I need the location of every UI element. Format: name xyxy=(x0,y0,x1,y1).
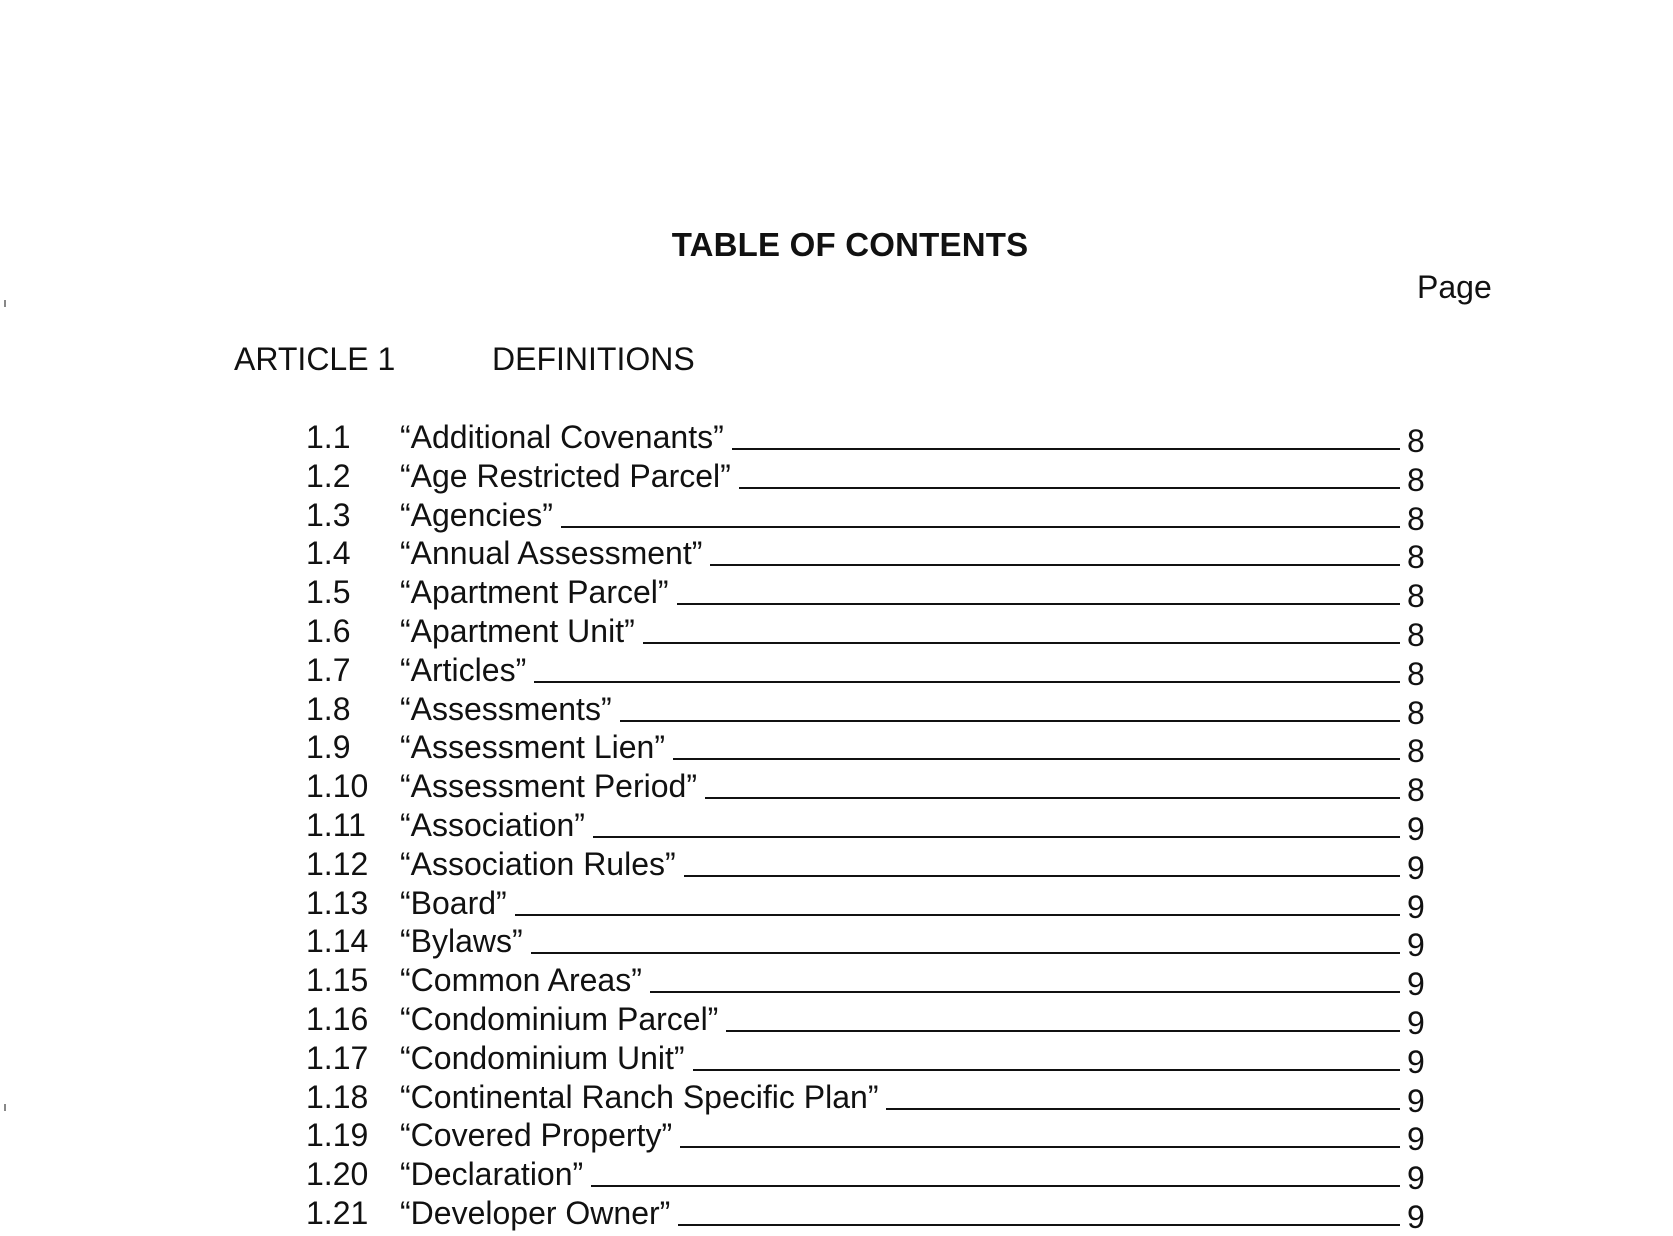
toc-entry-page: 9 xyxy=(1407,888,1425,925)
toc-entry xyxy=(0,651,1673,690)
toc-entry-line xyxy=(400,767,1400,805)
toc-entry-number: 1.8 xyxy=(306,690,351,727)
toc-entry-line xyxy=(400,961,1400,999)
toc-entry-list xyxy=(0,418,1673,1233)
toc-entry-line xyxy=(400,922,1400,960)
toc-leader-line xyxy=(886,1108,1400,1110)
toc-entry-number: 1.16 xyxy=(306,1000,369,1037)
toc-entry-label: “Apartment Parcel” xyxy=(400,574,669,611)
toc-entry-label: “Covered Property” xyxy=(400,1117,673,1154)
toc-leader-line xyxy=(534,681,1400,683)
toc-entry-line xyxy=(400,651,1400,689)
toc-entry-line xyxy=(400,806,1400,844)
toc-entry-number: 1.7 xyxy=(306,651,351,688)
toc-entry-number: 1.12 xyxy=(306,845,369,882)
toc-entry xyxy=(0,767,1673,809)
toc-entry xyxy=(0,845,1673,884)
toc-entry-page: 8 xyxy=(1407,733,1425,770)
toc-entry-label: “Assessments” xyxy=(400,690,612,727)
toc-entry-page: 9 xyxy=(1407,1198,1425,1235)
toc-leader-line xyxy=(680,1146,1400,1148)
toc-entry xyxy=(0,418,1673,457)
toc-entry xyxy=(0,573,1673,615)
toc-leader-line xyxy=(515,914,1400,916)
toc-entry-line xyxy=(400,1116,1400,1154)
toc-entry-page: 8 xyxy=(1407,500,1425,537)
toc-entry-label: “Assessment Lien” xyxy=(400,729,665,766)
toc-entry-label: “Association Rules” xyxy=(400,845,676,882)
toc-entry xyxy=(0,884,1673,923)
toc-entry-line xyxy=(400,728,1400,766)
toc-leader-line xyxy=(710,564,1400,566)
toc-entry xyxy=(0,457,1673,496)
toc-entry-line xyxy=(400,534,1400,572)
toc-entry-line xyxy=(400,612,1400,650)
toc-leader-line xyxy=(620,720,1400,722)
toc-entry-number: 1.2 xyxy=(306,457,351,494)
toc-entry xyxy=(0,961,1673,1003)
toc-entry xyxy=(0,922,1673,964)
toc-entry-label: “Declaration” xyxy=(400,1156,584,1193)
toc-entry-label: “Board” xyxy=(400,884,507,921)
toc-entry-label: “Articles” xyxy=(400,651,527,688)
toc-entry-number: 1.9 xyxy=(306,729,351,766)
toc-entry-label: “Apartment Unit” xyxy=(400,612,635,649)
toc-entry-number: 1.1 xyxy=(306,419,351,455)
toc-entry-number: 1.17 xyxy=(306,1039,369,1076)
margin-mark xyxy=(4,300,6,307)
toc-entry-line xyxy=(400,496,1400,534)
toc-entry-line xyxy=(400,1194,1400,1232)
toc-entry-page: 8 xyxy=(1407,655,1425,692)
toc-leader-line xyxy=(726,1030,1400,1032)
toc-entry xyxy=(0,690,1673,729)
toc-entry-label: “Association” xyxy=(400,806,585,843)
toc-entry-line xyxy=(400,1155,1400,1193)
toc-leader-line xyxy=(693,1069,1400,1071)
toc-entry xyxy=(0,806,1673,845)
toc-entry xyxy=(0,534,1673,576)
toc-leader-line xyxy=(561,526,1400,528)
toc-leader-line xyxy=(678,1224,1400,1226)
toc-entry xyxy=(0,728,1673,770)
page-column-label: Page xyxy=(1417,269,1492,305)
toc-entry-number: 1.6 xyxy=(306,612,351,649)
toc-entry xyxy=(0,496,1673,535)
toc-entry-page: 9 xyxy=(1407,810,1425,847)
toc-entry xyxy=(0,1116,1673,1158)
toc-entry-line xyxy=(400,1039,1400,1077)
toc-leader-line xyxy=(677,603,1400,605)
toc-entry-label: “Agencies” xyxy=(400,496,553,533)
toc-entry-label: “Annual Assessment” xyxy=(400,535,703,572)
toc-entry xyxy=(0,1039,1673,1078)
toc-entry-line xyxy=(400,690,1400,728)
toc-entry xyxy=(0,1078,1673,1117)
toc-entry-line xyxy=(400,418,1400,456)
toc-leader-line xyxy=(705,797,1400,799)
toc-entry-number: 1.20 xyxy=(306,1156,369,1193)
toc-entry-page: 8 xyxy=(1407,539,1425,576)
toc-leader-line xyxy=(593,836,1400,838)
toc-entry-line xyxy=(400,1000,1400,1038)
toc-entry-page: 9 xyxy=(1407,1043,1425,1080)
toc-entry-label: “Common Areas” xyxy=(400,962,642,999)
toc-entry xyxy=(0,1000,1673,1039)
toc-entry-number: 1.19 xyxy=(306,1117,369,1154)
toc-title: TABLE OF CONTENTS xyxy=(671,226,1029,263)
toc-entry-page: 8 xyxy=(1407,461,1425,498)
toc-entry-page: 9 xyxy=(1407,927,1425,964)
toc-entry-number: 1.15 xyxy=(306,962,369,999)
toc-leader-line xyxy=(643,642,1400,644)
toc-entry-line xyxy=(400,573,1400,611)
toc-entry-label: “Assessment Period” xyxy=(400,768,697,805)
toc-leader-line xyxy=(732,448,1400,450)
toc-leader-line xyxy=(650,991,1400,993)
toc-entry-page: 8 xyxy=(1407,772,1425,809)
toc-entry-page: 9 xyxy=(1407,849,1425,886)
toc-entry-page: 9 xyxy=(1407,1082,1425,1119)
toc-leader-line xyxy=(739,487,1400,489)
toc-entry-page: 8 xyxy=(1407,578,1425,615)
toc-entry-label: “Bylaws” xyxy=(400,923,523,960)
toc-leader-line xyxy=(591,1185,1400,1187)
toc-leader-line xyxy=(531,952,1400,954)
toc-entry-page: 9 xyxy=(1407,966,1425,1003)
toc-entry xyxy=(0,1155,1673,1197)
toc-entry-number: 1.13 xyxy=(306,884,369,921)
toc-entry-number: 1.4 xyxy=(306,535,351,572)
toc-entry-page: 9 xyxy=(1407,1004,1425,1041)
toc-entry-number: 1.21 xyxy=(306,1194,369,1231)
toc-leader-line xyxy=(673,758,1400,760)
toc-leader-line xyxy=(684,875,1400,877)
toc-entry-line xyxy=(400,884,1400,922)
article-number: ARTICLE 1 xyxy=(234,341,396,377)
toc-entry-number: 1.14 xyxy=(306,923,369,960)
toc-entry-line xyxy=(400,457,1400,495)
toc-entry-label: “Condominium Unit” xyxy=(400,1039,685,1076)
toc-entry-number: 1.11 xyxy=(306,806,366,843)
toc-entry xyxy=(0,612,1673,651)
toc-entry-label: “Age Restricted Parcel” xyxy=(400,457,731,494)
toc-entry-page: 8 xyxy=(1407,423,1425,459)
toc-entry-label: “Continental Ranch Specific Plan” xyxy=(400,1078,879,1115)
toc-entry-label: “Developer Owner” xyxy=(400,1194,671,1231)
toc-entry-page: 8 xyxy=(1407,694,1425,731)
toc-entry-label: “Condominium Parcel” xyxy=(400,1000,719,1037)
toc-entry-line xyxy=(400,845,1400,883)
toc-entry-number: 1.18 xyxy=(306,1078,369,1115)
toc-entry-number: 1.5 xyxy=(306,574,351,611)
toc-entry xyxy=(0,1194,1673,1233)
article-title: DEFINITIONS xyxy=(492,341,695,377)
toc-entry-label: “Additional Covenants” xyxy=(400,419,724,455)
toc-entry-page: 9 xyxy=(1407,1160,1425,1197)
toc-entry-line xyxy=(400,1078,1400,1116)
toc-entry-number: 1.3 xyxy=(306,496,351,533)
toc-entry-number: 1.10 xyxy=(306,768,369,805)
toc-entry-page: 8 xyxy=(1407,616,1425,653)
toc-entry-page: 9 xyxy=(1407,1121,1425,1158)
